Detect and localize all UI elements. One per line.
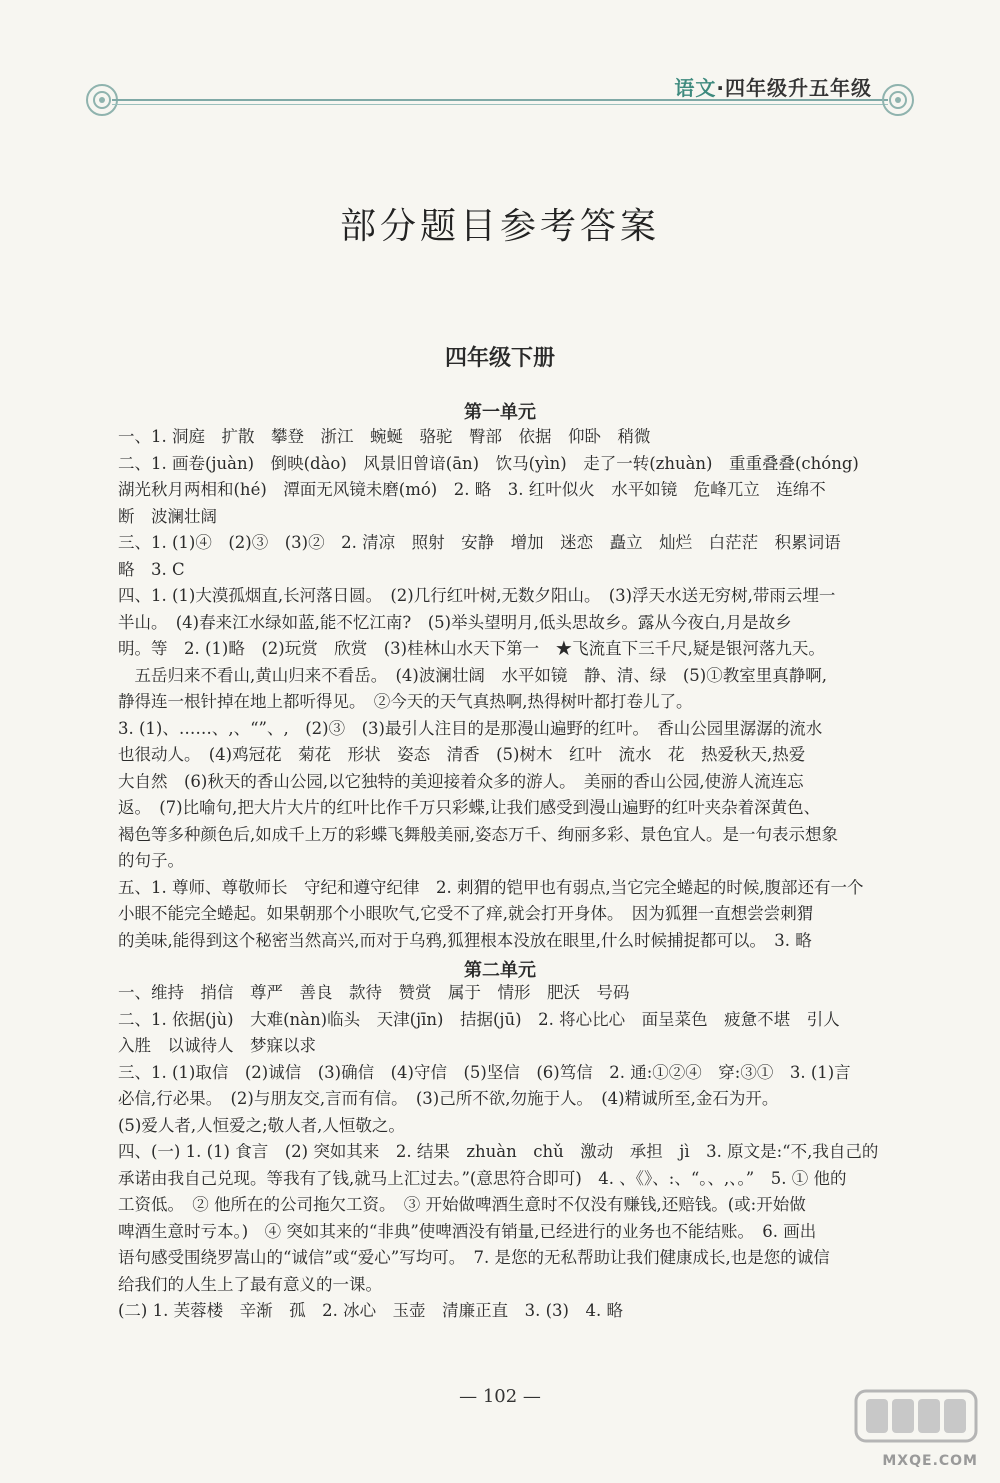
answer-line: 断 波澜壮阔 (118, 506, 217, 526)
answer-line: 湖光秋月两相和(hé) 潭面无风镜未磨(mó) 2. 略 3. 红叶似火 水平如镜 危峰兀立 连绵不 (118, 480, 826, 499)
page-title: 部分题目参考答案 (339, 206, 660, 247)
page-number: — 102 — (459, 1386, 541, 1407)
flower-ornament-icon (880, 82, 916, 118)
answer-line: 工资低。 ② 他所在的公司拖欠工资。 ③ 开始做啤酒生意时不仅没有赚钱,还赔钱。(或:开始做 (118, 1195, 806, 1214)
answer-line: 语句感受围绕罗嵩山的“诚信”或“爱心”写均可。 7. 是您的无私帮助让我们健康成长,也是您的诚信 (118, 1248, 830, 1267)
answer-line: 二、1. 依据(jù) 大难(nàn)临头 天津(jīn) 拮据(jū) 2. 将心比心 面呈菜色 疲惫不堪 引人 (118, 1009, 840, 1029)
unit-2-heading: 第二单元 (464, 960, 536, 981)
answer-line: 一、维持 捎信 尊严 善良 款待 赞赏 属于 情形 肥沃 号码 (118, 983, 630, 1002)
answer-line: 的美味,能得到这个秘密当然高兴,而对于乌鸦,狐狸根本没放在眼里,什么时候捕捉都可以。 3. 略 (118, 930, 812, 950)
answer-line: 静得连一根针掉在地上都听得见。 ②今天的天气真热啊,热得树叶都打卷儿了。 (118, 692, 693, 711)
running-header (674, 72, 872, 101)
answer-line: 四、1. (1)大漠孤烟直,长河落日圆。 (2)几行红叶树,无数夕阳山。 (3)浮天水送无穷树,带雨云埋一 (118, 586, 836, 605)
answer-line: 五、1. 尊师、尊敬师长 守纪和遵守纪律 2. 刺猬的铠甲也有弱点,当它完全蜷起的时候,腹部还有一个 (118, 877, 864, 897)
answer-line: 略 3. C (118, 559, 185, 579)
grade-heading: 四年级下册 (444, 346, 555, 371)
watermark-text: MXQE.COM (882, 1453, 978, 1469)
answer-line: 大自然 (6)秋天的香山公园,以它独特的美迎接着众多的游人。 美丽的香山公园,使游人流连忘 (118, 771, 804, 791)
answer-line: 啤酒生意时亏本。) ④ 突如其来的“非典”使啤酒没有销量,已经进行的业务也不能结账。 6. 画出 (118, 1221, 817, 1241)
answer-line: 的句子。 (118, 851, 184, 870)
header-subject: 语文 (674, 76, 717, 100)
answer-line: 一、1. 洞庭 扩散 攀登 浙江 蜿蜒 骆驼 臀部 依据 仰卧 稍微 (118, 427, 651, 446)
answer-line: (二) 1. 芙蓉楼 辛渐 孤 2. 冰心 玉壶 清廉正直 3. (3) 4. 略 (118, 1301, 623, 1320)
answer-line: 返。 (7)比喻句,把大片大片的红叶比作千万只彩蝶,让我们感受到漫山遍野的红叶夹杂着深黄色、 (118, 798, 821, 817)
answer-line: 二、1. 画卷(juàn) 倒映(dào) 风景旧曾谙(ān) 饮马(yìn) 走了一转(zhuàn) 重重叠叠(chóng) (118, 453, 859, 473)
answer-line: 三、1. (1)④ (2)③ (3)② 2. 清凉 照射 安静 增加 迷恋 矗立 灿烂 白茫茫 积累词语 (118, 533, 841, 552)
page-header (0, 0, 1000, 120)
header-grade: ·四年级升五年级 (716, 76, 872, 100)
answer-line: 3. (1)、……、,、“”、, (2)③ (3)最引人注目的是那漫山遍野的红叶。 香山公园里潺潺的流水 (118, 718, 823, 738)
answer-line: 褐色等多种颜色后,如成千上万的彩蝶飞舞般美丽,姿态万千、绚丽多彩、景色宜人。是一句表示想象 (118, 824, 838, 844)
answer-line: 也很动人。 (4)鸡冠花 菊花 形状 姿态 清香 (5)树木 红叶 流水 花 热爱秋天,热爱 (118, 745, 806, 764)
unit-1-heading: 第一单元 (464, 402, 536, 423)
header-rule-thin (112, 104, 888, 105)
answer-line: 必信,行必果。 (2)与朋友交,言而有信。 (3)己所不欲,勿施于人。 (4)精诚所至,金石为开。 (118, 1089, 779, 1108)
answer-line: (5)爱人者,人恒爱之;敬人者,人恒敬之。 (118, 1115, 405, 1135)
unit-2-answers (118, 980, 888, 1325)
answer-line: 入胜 以诚待人 梦寐以求 (118, 1036, 316, 1055)
answer-line: 半山。 (4)春来江水绿如蓝,能不忆江南? (5)举头望明月,低头思故乡。露从今夜白,月是故乡 (118, 612, 792, 632)
answer-line: 小眼不能完全蜷起。如果朝那个小眼吹气,它受不了痒,就会打开身体。 因为狐狸一直想尝尝刺猬 (118, 904, 814, 923)
answer-line: 五岳归来不看山,黄山归来不看岳。 (4)波澜壮阔 水平如镜 静、清、绿 (5)①教室里真静啊, (118, 665, 827, 685)
answer-line: 四、(一) 1. (1) 食言 (2) 突如其来 2. 结果 zhuàn chǔ 激动 承担 jì 3. 原文是:“不,我自己的 (118, 1142, 879, 1161)
answer-line: 三、1. (1)取信 (2)诚信 (3)确信 (4)守信 (5)坚信 (6)笃信 2. 通:①②④ 穿:③① 3. (1)言 (118, 1062, 851, 1082)
answer-line: 明。等 2. (1)略 (2)玩赏 欣赏 (3)桂林山水天下第一 ★飞流直下三千尺,疑是银河落九天。 (118, 639, 825, 658)
unit-1-answers (118, 424, 888, 954)
answer-line: 承诺由我自己兑现。等我有了钱,就马上汇过去。”(意思符合即可) 4. 、《》、:、“。、,、。” 5. ① 他的 (118, 1168, 847, 1188)
answer-line: 给我们的人生上了最有意义的一课。 (118, 1274, 382, 1294)
